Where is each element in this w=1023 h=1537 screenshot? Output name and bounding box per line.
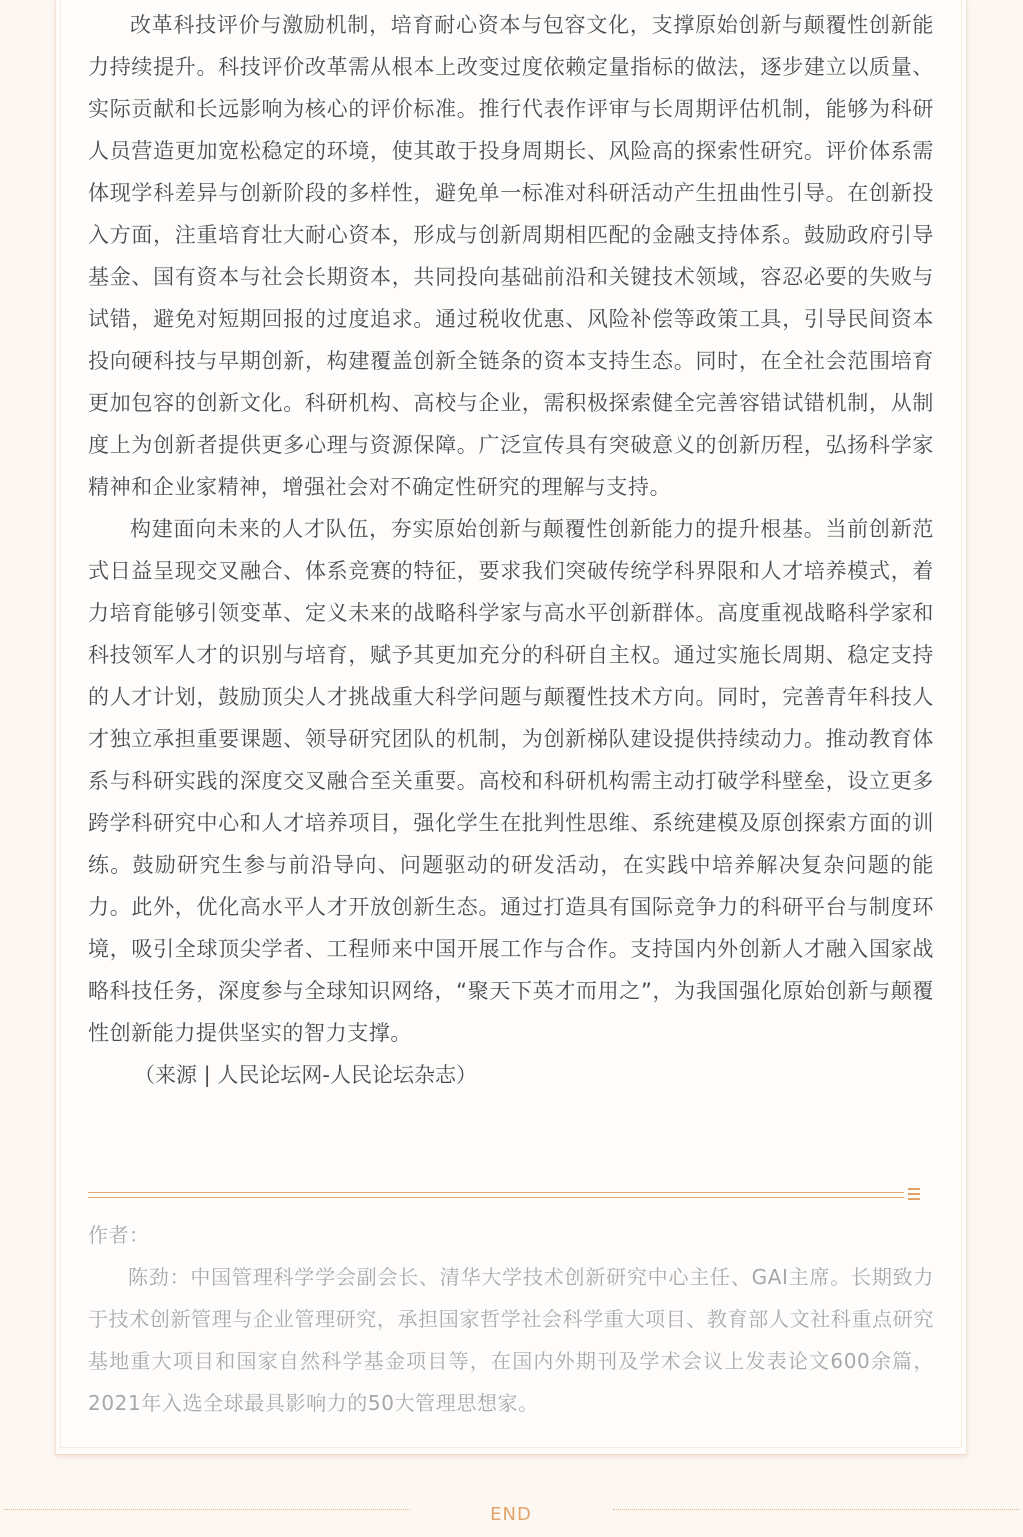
divider-line-bottom bbox=[88, 1197, 904, 1198]
end-label: END bbox=[490, 1504, 532, 1525]
end-marker bbox=[0, 1503, 1023, 1527]
end-dotted-line-left bbox=[4, 1509, 410, 1510]
article-paragraph-2: 构建面向未来的人才队伍，夯实原始创新与颠覆性创新能力的提升根基。当前创新范式日益呈现交叉融合、体系竞赛的特征，要求我们突破传统学科界限和人才培养模式，着力培育能够引领变革、定义未来的战略科学家与高水平创新群体。高度重视战略科学家和科技领军人才的识别与培育，赋予其更加充分的科研自主权。通过实施长周期、稳定支持的人才计划，鼓励顶尖人才挑战重大科学问题与颠覆性技术方向。同时，完善青年科技人才独立承担重要课题、领导研究团队的机制，为创新梯队建设提供持续动力。推动教育体系与科研实践的深度交叉融合至关重要。高校和科研机构需主动打破学科壁垒，设立更多跨学科研究中心和人才培养项目，强化学生在批判性思维、系统建模及原创探索方面的训练。鼓励研究生参与前沿导向、问题驱动的研发活动，在实践中培养解决复杂问题的能力。此外，优化高水平人才开放创新生态。通过打造具有国际竞争力的科研平台与制度环境，吸引全球顶尖学者、工程师来中国开展工作与合作。支持国内外创新人才融入国家战略科技任务，深度参与全球知识网络，“聚天下英才而用之”，为我国强化原始创新与颠覆性创新能力提供坚实的智力支撑。 bbox=[88, 517, 934, 1045]
author-section bbox=[88, 1214, 934, 1424]
source-citation: （来源 | 人民论坛网-人民论坛杂志） bbox=[134, 1063, 478, 1087]
article-paragraph-1: 改革科技评价与激励机制，培育耐心资本与包容文化，支撑原始创新与颠覆性创新能力持续提升。科技评价改革需从根本上改变过度依赖定量指标的做法，逐步建立以质量、实际贡献和长远影响为核心的评价标准。推行代表作评审与长周期评估机制，能够为科研人员营造更加宽松稳定的环境，使其敢于投身周期长、风险高的探索性研究。评价体系需体现学科差异与创新阶段的多样性，避免单一标准对科研活动产生扭曲性引导。在创新投入方面，注重培育壮大耐心资本，形成与创新周期相匹配的金融支持体系。鼓励政府引导基金、国有资本与社会长期资本，共同投向基础前沿和关键技术领域，容忍必要的失败与试错，避免对短期回报的过度追求。通过税收优惠、风险补偿等政策工具，引导民间资本投向硬科技与早期创新，构建覆盖创新全链条的资本支持生态。同时，在全社会范围培育更加包容的创新文化。科研机构、高校与企业，需积极探索健全完善容错试错机制，从制度上为创新者提供更多心理与资源保障。广泛宣传具有突破意义的创新历程，弘扬科学家精神和企业家精神，增强社会对不确定性研究的理解与支持。 bbox=[88, 13, 934, 499]
menu-lines-icon bbox=[908, 1188, 920, 1202]
article-body bbox=[88, 4, 934, 1096]
divider-line-top bbox=[88, 1192, 904, 1193]
section-divider bbox=[88, 1192, 904, 1200]
author-label: 作者： bbox=[88, 1223, 150, 1247]
end-dotted-line-right bbox=[613, 1509, 1019, 1510]
author-bio: 陈劲：中国管理科学学会副会长、清华大学技术创新研究中心主任、GAI主席。长期致力于技术创新管理与企业管理研究，承担国家哲学社会科学重大项目、教育部人文社科重点研究基地重大项目和国家自然科学基金项目等，在国内外期刊及学术会议上发表论文600余篇，2021年入选全球最具影响力的50大管理思想家。 bbox=[88, 1265, 934, 1415]
